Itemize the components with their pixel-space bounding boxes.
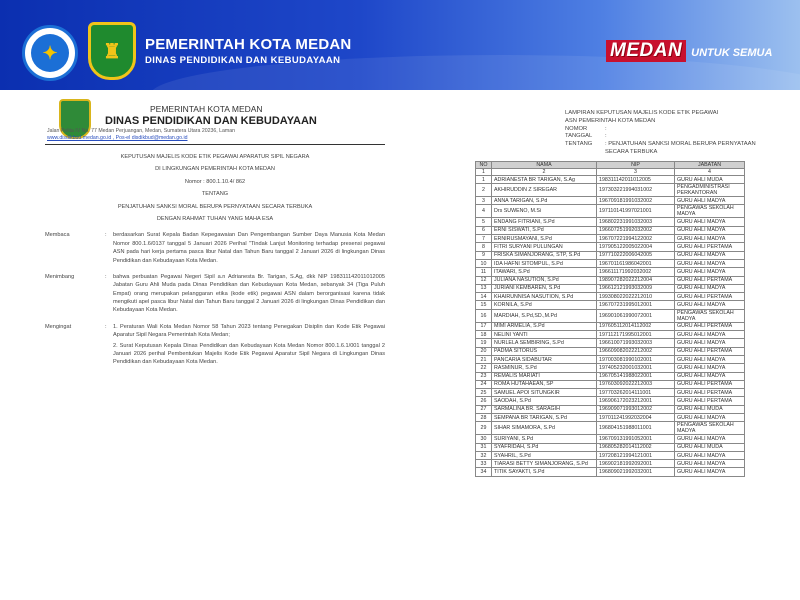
row-nama: TITIK SAYAKTI, S.Pd [492,468,597,476]
row-jabatan: GURU AHLI MADYA [675,468,745,476]
attachment-tentang [565,141,775,157]
membaca-text: berdasarkan Surat Kepala Badan Kepegawaian Dan Pengembangan Sumber Daya Manusia Kota Medan Nomor 800.1.6/0137 tanggal 5 Januari 2026 Perihal "Tindak Lanjut Monitoring terhadap presensi pegawai ASN pada hari kerja pertama pasca libur Natal dan Tahun Baru tanggal 2 Januari 2026 di lingkungan Dinas Pendidikan dan Kebudayaan Kota Medan. [113,232,385,264]
row-nip: 197603092022212003 [597,380,675,388]
row-jabatan: PENGAWAS SEKOLAH MADYA [675,422,745,435]
table-row [476,468,745,476]
table-row [476,380,745,388]
banner-subtitle: DINAS PENDIDIKAN DAN KEBUDAYAAN [145,55,341,66]
row-no: 25 [476,389,492,397]
personnel-table [475,161,745,477]
membaca-label: Membaca [45,232,70,239]
attachment-tanggal [565,133,775,141]
row-jabatan: GURU AHLI MADYA [675,451,745,459]
row-nip: 196804151988011001 [597,422,675,435]
row-jabatan: GURU AHLI PERTAMA [675,380,745,388]
header-nip: NIP [597,161,675,168]
index-cell: 2 [492,168,597,175]
row-nip: 197003081990102001 [597,355,675,363]
row-nip: 199308022022212010 [597,293,675,301]
table-row [476,435,745,443]
table-row [476,197,745,205]
row-nama: IDA HAFNI SITOMPUL, S.Pd [492,259,597,267]
row-no: 2 [476,184,492,197]
row-nip: 197110141997021001 [597,205,675,218]
row-no: 7 [476,235,492,243]
row-nama: RASMINUR, S.Pd [492,364,597,372]
mengingat-item-2: 2. Surat Keputusan Kepala Dinas Pendidikan dan Kebudayaan Kota Medan Nomor 800.1.6.1/001 tanggal 2 Januari 2026 perihal Pembentukan Majelis Kode Etik Pegawai Aparatur Sipil Negara di Lingkungan Dinas Pendidikan dan Kebudayaan Kota Medan. [113,342,385,366]
row-no: 34 [476,468,492,476]
row-nip: 198907282022212004 [597,276,675,284]
row-nama: KORNILA, S.Pd [492,301,597,309]
row-jabatan: GURU AHLI MUDA [675,443,745,451]
attachment-line1: LAMPIRAN KEPUTUSAN MAJELIS KODE ETIK PEGAWAI [565,110,719,116]
row-no: 5 [476,218,492,226]
row-nip: 196607251992032002 [597,226,675,234]
row-nip: 197710222006042005 [597,251,675,259]
row-no: 32 [476,451,492,459]
index-cell: 1 [476,168,492,175]
table-header-row [476,161,745,168]
row-no: 28 [476,414,492,422]
row-no: 14 [476,293,492,301]
row-no: 12 [476,276,492,284]
table-row [476,331,745,339]
row-nama: Drs SUWENO, M.Si [492,205,597,218]
colon: : [105,232,107,239]
row-no: 17 [476,322,492,330]
row-nip: 197703262014111001 [597,389,675,397]
row-jabatan: GURU AHLI MADYA [675,301,745,309]
section-menimbang [45,273,385,315]
row-no: 6 [476,226,492,234]
row-nip: 196802231991032003 [597,218,675,226]
table-row [476,355,745,363]
tanggal-label: TANGGAL [565,133,593,140]
header-no: NO [476,161,492,168]
row-nip: 197011241992032004 [597,414,675,422]
menimbang-text: bahwa perbuatan Pegawai Negeri Sipil a.n Adrianesta Br. Tarigan, S.Ag, dkk NIP 198311142011012005 Jabatan Guru Ahli Muda pada Dinas Pendidikan dan Kebudayaan Kota Medan, sebanyak 34 (Tiga Puluh Empat) orang merupakan pelanggaran etika (kode etik) pegawai ASN dalam berorganisasi karena tidak mengikuti apel pasca libur Natal dan Tahun Baru tanggal 2 Januari 2026 di lingkungan Dinas Pendidikan dan Kebudayaan Kota Medan. [113,273,385,314]
row-no: 19 [476,339,492,347]
row-nama: SAODAH, S.Pd [492,397,597,405]
row-nama: MARDIAH, S.Pd,SD.,M.Pd [492,309,597,322]
row-nama: PADMA SITORUS [492,347,597,355]
row-no: 20 [476,347,492,355]
table-row [476,460,745,468]
banner-title: PEMERINTAH KOTA MEDAN [145,36,352,53]
table-index-row [476,168,745,175]
row-nama: ADRIANESTA BR TARIGAN, S.Ag [492,175,597,183]
table-row [476,372,745,380]
row-nip: 196609082022212002 [597,347,675,355]
row-no: 18 [476,331,492,339]
table-row [476,347,745,355]
table-row [476,276,745,284]
row-nama: JURIANI KEMBAREN, S.Pd [492,284,597,292]
row-nip: 197905122005022004 [597,243,675,251]
table-row [476,443,745,451]
mengingat-text [113,323,385,369]
decree-title1: KEPUTUSAN MAJELIS KODE ETIK PEGAWAI APARATUR SIPIL NEGARA [120,154,310,160]
row-jabatan: GURU AHLI MUDA [675,405,745,413]
row-jabatan: GURU AHLI MADYA [675,372,745,380]
row-nama: ERNIRUSMAYANI, S.Pd [492,235,597,243]
table-row [476,414,745,422]
row-nama: TIARASI BETTY SIMANJORANG, S.Pd [492,460,597,468]
row-nip: 196707221994122002 [597,235,675,243]
row-jabatan: GURU AHLI PERTAMA [675,397,745,405]
table-row [476,339,745,347]
document-page [0,90,800,600]
letterhead-links [47,135,377,143]
table-row [476,451,745,459]
table-row [476,226,745,234]
row-jabatan: GURU AHLI MADYA [675,355,745,363]
table-row [476,251,745,259]
row-nama: ITAWARI, S.Pd [492,268,597,276]
row-jabatan: GURU AHLI MADYA [675,331,745,339]
decree-tentang: TENTANG [201,191,229,198]
letterhead-address: Jalan Pelita IV No. 77 Medan Perjuangan, Medan, Sumatera Utara 20236, Laman [47,128,236,134]
row-nama: ROMA HUTAHAEAN, SP [492,380,597,388]
nomor-colon: : [605,125,607,132]
row-jabatan: GURU AHLI MADYA [675,259,745,267]
row-nip: 196612121993032009 [597,284,675,292]
row-nama: SIHAR SIMAMORA, S.Pd [492,422,597,435]
row-nip: 196611171992032002 [597,268,675,276]
menimbang-label: Menimbang [45,273,75,280]
row-no: 3 [476,197,492,205]
row-jabatan: GURU AHLI PERTAMA [675,347,745,355]
decree-subject: PENJATUHAN SANKSI MORAL BERUPA PERNYATAAN SECARA TERBUKA [117,203,313,210]
row-jabatan: GURU AHLI PERTAMA [675,322,745,330]
decree-letter [45,95,385,369]
logo-center: ✦ [31,34,69,72]
slogan [606,40,772,62]
row-nip: 196705141988022001 [597,372,675,380]
nomor-label: NOMOR [565,125,588,132]
row-jabatan: PENGAWAS SEKOLAH MADYA [675,309,745,322]
row-no: 29 [476,422,492,435]
table-row [476,268,745,276]
row-nama: AKHIRUDDIN Z SIREGAR [492,184,597,197]
table-row [476,309,745,322]
row-nip: 197605112014112002 [597,322,675,330]
slogan-small: UNTUK SEMUA [691,47,773,59]
row-no: 21 [476,355,492,363]
row-nama: SYAHRIL, S.Pd [492,451,597,459]
row-no: 22 [476,364,492,372]
mengingat-item-1: 1. Peraturan Wali Kota Medan Nomor 58 Tahun 2023 tentang Penegakan Disiplin dan Kode Etik Pegawai Aparatur Sipil Negara Pemerintah Kota Medan; [113,323,385,339]
row-nip: 196610071993032003 [597,339,675,347]
row-nama: SURIYANI, S.Pd [492,435,597,443]
table-row [476,284,745,292]
row-nip: 197405232001032001 [597,364,675,372]
row-no: 23 [476,372,492,380]
table-row [476,405,745,413]
row-nama: SYAFRIDAH, S.Pd [492,443,597,451]
table-row [476,218,745,226]
row-nama: ENDANG FITRIANI, S.Pd [492,218,597,226]
row-jabatan: GURU AHLI MADYA [675,268,745,276]
row-no: 27 [476,405,492,413]
row-no: 15 [476,301,492,309]
table-row [476,175,745,183]
row-nip: 198311142011012005 [597,175,675,183]
mengingat-label: Mengingat [45,323,72,330]
table-row [476,397,745,405]
letterhead-line1: PEMERINTAH KOTA MEDAN [150,104,263,114]
header-nama: NAMA [492,161,597,168]
row-jabatan: PENGAWAS SEKOLAH MADYA [675,205,745,218]
row-no: 10 [476,259,492,267]
row-nama: PANCARIA SIDABUTAR [492,355,597,363]
row-jabatan: GURU AHLI PERTAMA [675,276,745,284]
table-row [476,301,745,309]
row-no: 13 [476,284,492,292]
row-jabatan: GURU AHLI MADYA [675,218,745,226]
table-row [476,259,745,267]
row-nip: 197303221994031002 [597,184,675,197]
row-nama: ANNA TARIGAN, S.Pd [492,197,597,205]
row-nama: FITRI SURYANI PULUNGAN [492,243,597,251]
colon: : [105,323,107,330]
colon: : [105,273,107,280]
row-no: 24 [476,380,492,388]
row-nama: KHAIRUNNISA NASUTION, S.Pd [492,293,597,301]
row-nama: FRISKA SIMANJORANG, STP, S.Pd [492,251,597,259]
row-jabatan: GURU AHLI MADYA [675,226,745,234]
row-no: 30 [476,435,492,443]
row-no: 9 [476,251,492,259]
row-jabatan: GURU AHLI MUDA [675,175,745,183]
row-no: 26 [476,397,492,405]
attachment-page [475,110,775,477]
row-nama: SEMPANA BR TARIGAN, S.Pd [492,414,597,422]
decree-rahmat: DENGAN RAHMAT TUHAN YANG MAHA ESA [156,215,274,222]
letterhead [45,95,385,145]
row-no: 1 [476,175,492,183]
table-row [476,184,745,197]
row-jabatan: GURU AHLI MADYA [675,460,745,468]
row-nama: ERNI SISWATI, S.Pd [492,226,597,234]
table-body [476,175,745,476]
row-nip: 196902181992092001 [597,460,675,468]
header-banner [0,0,800,90]
row-nip: 196707231995012001 [597,301,675,309]
table-row [476,322,745,330]
section-mengingat [45,323,385,369]
row-jabatan: GURU AHLI MADYA [675,364,745,372]
row-jabatan: GURU AHLI MADYA [675,251,745,259]
row-nip: 196906172023212001 [597,397,675,405]
row-no: 33 [476,460,492,468]
row-nama: SARMALINA BR. SARAGIH [492,405,597,413]
index-cell: 4 [675,168,745,175]
row-nama: JULIANA NASUTION, S.Pd [492,276,597,284]
row-nama: MIMI ARMELIA, S.Pd [492,322,597,330]
row-jabatan: GURU AHLI MADYA [675,197,745,205]
table-row [476,235,745,243]
row-nip: 196701161986042001 [597,259,675,267]
row-nip: 196901061990072001 [597,309,675,322]
row-jabatan: GURU AHLI PERTAMA [675,293,745,301]
row-nip: 196909071993012002 [597,405,675,413]
row-jabatan: PENGADMINISTRASI PERKANTORAN [675,184,745,197]
tanggal-colon: : [605,133,607,140]
decree-heading [45,153,385,223]
row-nip: 196809021992032001 [597,468,675,476]
row-jabatan: GURU AHLI MADYA [675,435,745,443]
row-no: 8 [476,243,492,251]
row-nip: 196709131991052001 [597,435,675,443]
tut-wuri-handayani-logo [22,25,78,81]
medan-city-emblem: ♜ [88,22,136,80]
attachment-header [565,110,775,157]
row-no: 16 [476,309,492,322]
header-jabatan: JABATAN [675,161,745,168]
row-nama: NURLELA SEMBIRING, S.Pd [492,339,597,347]
tentang-value: : PENJATUHAN SANKSI MORAL BERUPA PERNYATAAN SECARA TERBUKA [605,141,756,156]
row-nip: 196709181991032002 [597,197,675,205]
row-no: 4 [476,205,492,218]
row-nama: NELINI YANTI [492,331,597,339]
row-no: 31 [476,443,492,451]
table-row [476,293,745,301]
table-row [476,205,745,218]
table-row [476,389,745,397]
row-jabatan: GURU AHLI MADYA [675,284,745,292]
row-nama: SAMUEL APOI SITUNGKIR [492,389,597,397]
row-jabatan: GURU AHLI MADYA [675,235,745,243]
row-jabatan: GURU AHLI MADYA [675,339,745,347]
row-nip: 196805282014112002 [597,443,675,451]
slogan-big: MEDAN [606,40,686,62]
row-jabatan: GURU AHLI PERTAMA [675,389,745,397]
row-jabatan: GURU AHLI MADYA [675,414,745,422]
row-nip: 197112171995012001 [597,331,675,339]
row-no: 11 [476,268,492,276]
tentang-label: TENTANG [565,141,593,148]
index-cell: 3 [597,168,675,175]
letterhead-line2: DINAS PENDIDIKAN DAN KEBUDAYAAN [105,115,317,127]
letterhead-link[interactable]: www.disdikbud.medan.go.id , Pos-el disdikbud@medan.go.id [47,135,188,141]
attachment-nomor [565,126,775,134]
attachment-line2: ASN PEMERINTAH KOTA MEDAN [565,117,656,124]
section-membaca [45,231,385,265]
row-jabatan: GURU AHLI PERTAMA [675,243,745,251]
table-row [476,422,745,435]
table-row [476,243,745,251]
decree-title2: DI LINGKUNGAN PEMERINTAH KOTA MEDAN [155,166,275,173]
table-row [476,364,745,372]
row-nip: 197208121994121001 [597,451,675,459]
row-nama: REMALIS MARIATI [492,372,597,380]
decree-number: Nomor : 800.1.10.4/ 862 [184,178,246,185]
